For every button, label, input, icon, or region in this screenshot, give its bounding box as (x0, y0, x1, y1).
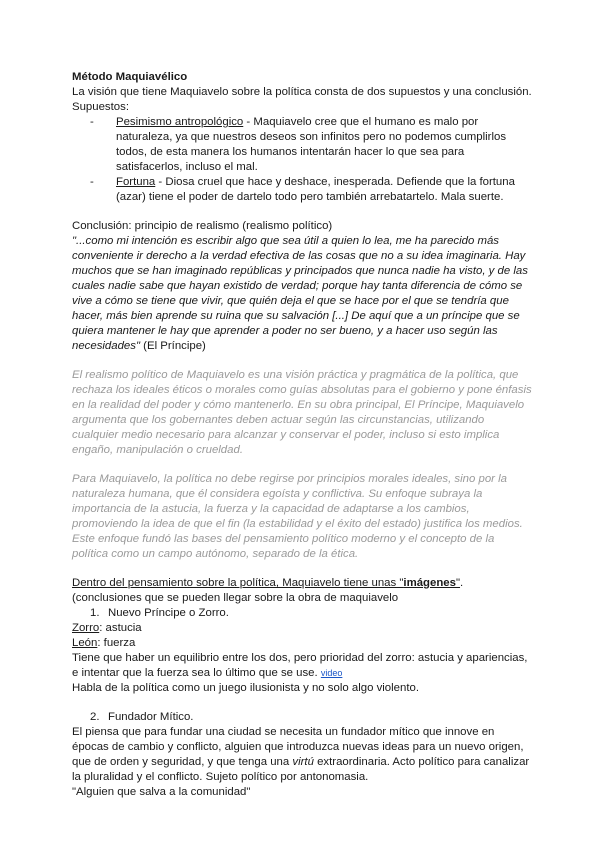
virtu-word: virtú (292, 756, 314, 768)
imagenes-paragraph (72, 576, 532, 606)
gray-paragraph: El realismo político de Maquiavelo es una visión práctica y pragmática de la política, que rechaza los ideales éticos o morales como guías absolutas para el gobierno y pone énfasis en la realidad del poder y cómo mantenerlo. En su obra principal, El Príncipe, Maquiavelo argumenta que los gobernantes deben actuar según las circunstancias, utilizando cualquier medio necesario para alcanzar y conservar el poder, incluso si esto implica engaño, manipulación o crueldad. (72, 369, 532, 456)
quote-text: "...como mi intención es escribir algo que sea útil a quien lo lea, me ha parecido más conveniente ir derecho a la verdad efectiva de las cosas que no a su idea imaginaria. Hay muchos que se han imaginado repúblicas y principados que nunca nadie ha visto, y de las cuales nadie sabe que hayan existido de verdad; porque hay tanta diferencia de cómo se vive a cómo se tiene que vivir, que quién deja el que se hace por el que se tendría que hacer, más bien aprende su ruina que su salvación [...] De aquí que a un príncipe que se quiera mantener le hay que aprender a poder no ser bueno, y a hacer uso según las necesidades" (72, 235, 528, 352)
fundador-text-after: extraordinaria. Acto político para canalizar la pluralidad y el conflicto. Sujeto político por antonomasia. (72, 756, 530, 783)
quote-source: (El Príncipe) (140, 340, 206, 352)
supuestos-label: Supuestos: (72, 101, 129, 113)
leon-term: León (72, 637, 98, 649)
item-title: Fundador Mítico. (108, 711, 194, 723)
list-item (90, 175, 532, 205)
zorro-text: : astucia (99, 622, 142, 634)
document-page (72, 70, 532, 800)
conclusion-label: Conclusión: principio de realismo (realismo político) (72, 220, 333, 232)
video-link[interactable]: video (320, 668, 343, 678)
bullet-term: Pesimismo antropológico (116, 116, 244, 128)
dash-bullet: - (90, 176, 94, 188)
imagenes-lead: Dentro del pensamiento sobre la política, Maquiavelo tiene unas " (72, 577, 404, 589)
fundador-quote: "Alguien que salva a la comunidad" (72, 786, 251, 798)
imagenes-rest: . (conclusiones que se pueden llegar sobre la obra de maquiavelo (72, 577, 464, 604)
gray-paragraph: Para Maquiavelo, la política no debe regirse por principios morales ideales, sino por la naturaleza humana, que él considera egoísta y conflictiva. Su enfoque subraya la importancia de la astucia, la fuerza y la capacidad de adaptarse a los cambios, promoviendo la idea de que el fin (la estabilidad y el éxito del estado) justifica los medios. Este enfoque fundó las bases del pensamiento político moderno y el concepto de la política como un campo autónomo, separado de la ética. (72, 473, 523, 560)
leon-text: : fuerza (97, 637, 136, 649)
quote-paragraph (72, 234, 532, 354)
numbered-item-1 (72, 606, 532, 621)
bullet-text: - Diosa cruel que hace y deshace, inesperada. Defiende que la fortuna (azar) tiene el poder de dartelo todo pero también arrebatartelo. Mala suerte. (116, 176, 515, 203)
equilibrio-text: Tiene que haber un equilibrio entre los dos, pero prioridad del zorro: astucia y apariencias, e intentar que la fuerza sea lo último que se use. (72, 652, 528, 679)
equilibrio-paragraph (72, 651, 532, 681)
supuestos-list (72, 115, 532, 205)
fundador-text-before: El piensa que para fundar una ciudad se necesita un fundador mítico que innove en épocas de cambio y conflicto, alguien que introduzca nuevas ideas para un nuevo origen, que de orden y seguridad, y que tenga una (72, 726, 524, 768)
bullet-text: - Maquiavelo cree que el humano es malo por naturaleza, ya que nuestros deseos son infinitos pero no podemos cumplirlos todos, de esta manera los humanos intentarán hacer lo que sea para satisfacerlos, incluso el mal. (116, 116, 507, 173)
item-number: 2. (90, 711, 100, 723)
zorro-term: Zorro (72, 622, 100, 634)
dash-bullet: - (90, 116, 94, 128)
imagenes-close: " (455, 577, 461, 589)
imagenes-word: imágenes (403, 577, 456, 589)
bullet-term: Fortuna (116, 176, 156, 188)
fundador-paragraph (72, 725, 532, 785)
document-title: Método Maquiavélico (72, 71, 188, 83)
list-item (90, 115, 532, 175)
item-title: Nuevo Príncipe o Zorro. (108, 607, 229, 619)
leon-line (72, 636, 532, 651)
item-number: 1. (90, 607, 100, 619)
numbered-item-2 (72, 710, 532, 725)
intro-paragraph: La visión que tiene Maquiavelo sobre la política consta de dos supuestos y una conclusión. (72, 86, 532, 98)
juego-paragraph: Habla de la política como un juego ilusionista y no solo algo violento. (72, 682, 419, 694)
zorro-line (72, 621, 532, 636)
